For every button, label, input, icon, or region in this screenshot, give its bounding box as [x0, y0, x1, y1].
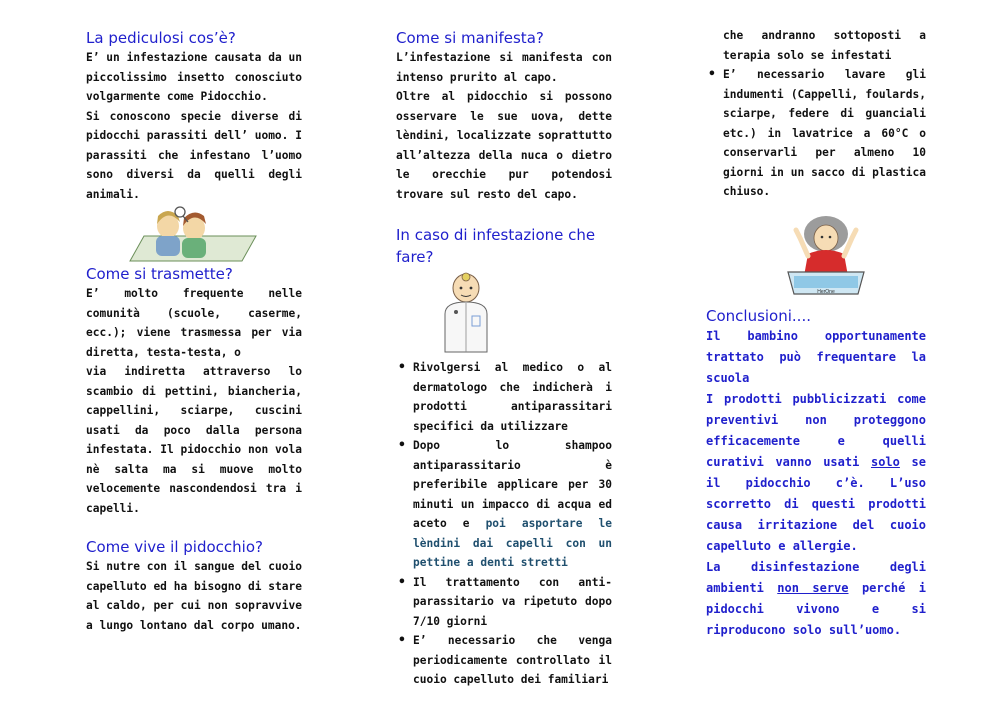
para-conclusion-1: Il bambino opportunamente trattato può frequentare la scuola [706, 328, 926, 385]
para-what-is-1: E’ un infestazione causata da un piccolissimo insetto conosciuto volgarmente come Pidocchio. [86, 51, 302, 103]
underlined-non-serve: non serve [777, 580, 849, 595]
list-item: • Rivolgersi al medico o al dermatologo che indicherà i prodotti antiparassitari specifici da utilizzare [413, 358, 612, 436]
para-conclusion-2 [706, 389, 926, 557]
heading-conclusions: Conclusioni.... [706, 306, 811, 325]
list-item: • Il trattamento con anti-parassitario va ripetuto dopo 7/10 giorni [413, 573, 612, 632]
heading-lifecycle: Come vive il pidocchio? [86, 538, 263, 556]
heading-what-is: La pediculosi cos’è? [86, 29, 236, 47]
heading-symptoms: Come si manifesta? [396, 29, 544, 47]
two-children-illustration [86, 206, 302, 264]
underlined-solo: solo [870, 454, 900, 469]
heading-transmission: Come si trasmette? [86, 265, 233, 283]
para-transmission-1: E’ molto frequente nelle comunità (scuole, caserme, ecc.); viene trasmessa per via diretta, testa-testa, o [86, 287, 302, 359]
column-middle [396, 28, 612, 690]
text-part: perché i pidocchi vivono e si riproducono solo sull’uomo. [706, 580, 926, 637]
list-item: • E’ necessario che venga periodicamente controllato il cuoio capelluto dei familiari [413, 631, 612, 690]
para-lifecycle: Si nutre con il sangue del cuoio capelluto ed ha bisogno di stare al caldo, per cui non sopravvive a lungo lontano dal corpo umano. [86, 560, 302, 632]
para-what-is-2: Si conoscono specie diverse di pidocchi parassiti dell’ uomo. I parassiti che infestano l’uomo sono diversi da quelli degli animali. [86, 109, 302, 201]
para-continuation: che andranno sottoposti a terapia solo se infestati [723, 29, 926, 62]
washing-list [706, 65, 926, 202]
text-part: se il pidocchio c’è. L’uso scorretto di questi prodotti causa irritazione del cuoio capelluto e allergie. [706, 454, 926, 553]
column-left [86, 28, 302, 635]
girl-basin-illustration [706, 216, 926, 302]
para-symptoms-1: L’infestazione si manifesta con intenso prurito al capo. [396, 51, 612, 84]
doctor-illustration [396, 272, 612, 354]
heading-what-to-do: In caso di infestazione che fare? [396, 226, 596, 266]
column-right [706, 26, 926, 641]
what-to-do-list [396, 358, 612, 690]
text-part: La disinfestazione degli ambienti [706, 559, 926, 595]
list-item-text: Dopo lo shampoo antiparassitario è preferibile applicare per 30 minuti un impacco di acqua ed aceto e [413, 439, 612, 530]
list-item [413, 436, 612, 573]
para-transmission-2: via indiretta attraverso lo scambio di pettini, biancheria, cappellini, sciarpe, cuscini usati da poco dalla persona infestata. Il pidocchio non vola nè salta ma si muove molto velocemente nascondendosi tra i capelli. [86, 365, 302, 515]
list-item: • E’ necessario lavare gli indumenti (Cappelli, foulards, sciarpe, federe di guanciali etc.) in lavatrice a 60°C o conservarli per almeno 10 giorni in un sacco di plastica chiuso. [723, 65, 926, 202]
list-item-text-dark: poi asportare le lèndini dai capelli con un pettine a denti stretti [413, 517, 612, 569]
basin-label: HerOne [817, 288, 835, 295]
para-conclusion-3 [706, 557, 926, 641]
text-part: I prodotti pubblicizzati come preventivi non proteggono efficacemente e quelli curativi vanno usati [706, 391, 926, 469]
para-symptoms-2: Oltre al pidocchio si possono osservare le sue uova, dette lèndini, localizzate soprattutto all’altezza della nuca o dietro le orecchie pur potendosi trovare sul resto del capo. [396, 90, 612, 201]
